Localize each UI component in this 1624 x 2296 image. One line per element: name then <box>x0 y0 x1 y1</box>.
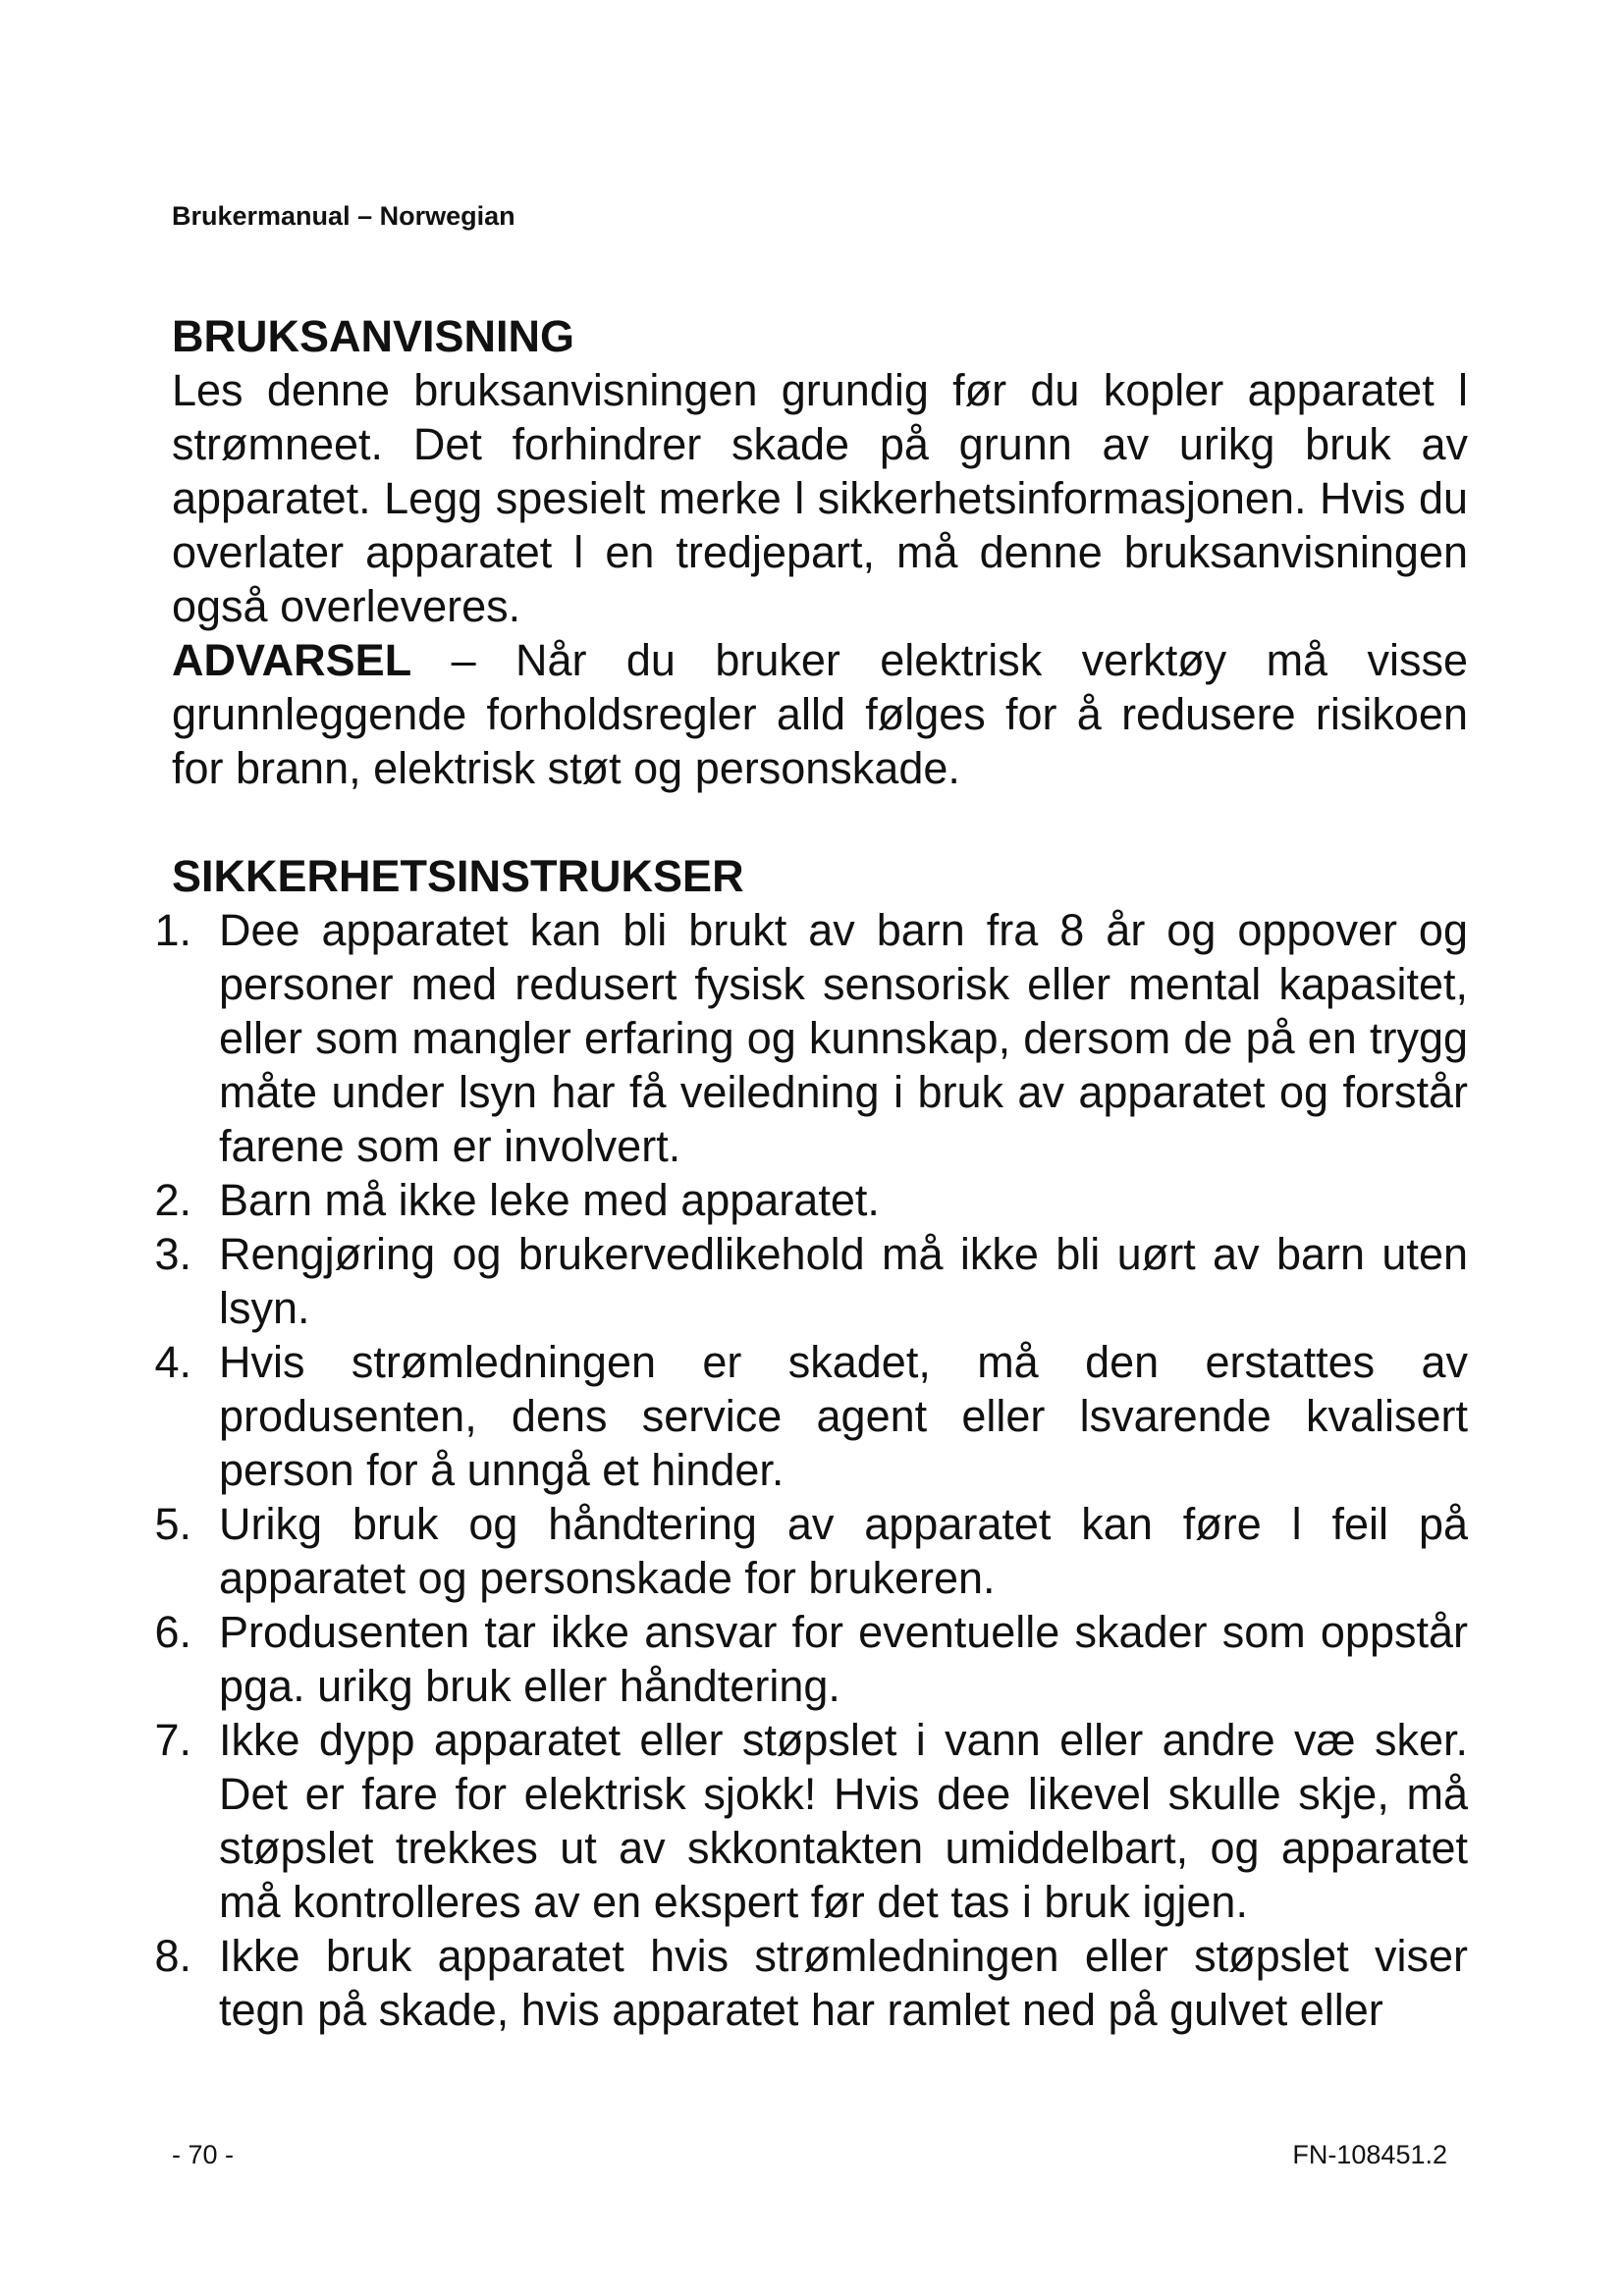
list-item-text: Ikke bruk apparatet hvis strømledningen eller støpslet viser tegn på skade, hvis apparatet har ramlet ned på gulvet eller <box>219 1931 1468 2035</box>
document-header: Brukermanual – Norwegian <box>172 201 515 231</box>
list-item-text: Produsenten tar ikke ansvar for eventuelle skader som oppstår pga. urikg bruk eller håndtering. <box>219 1607 1468 1711</box>
list-item-number: 2. <box>154 1175 191 1225</box>
list-item-text: Rengjøring og brukervedlikehold må ikke bli uørt av barn uten lsyn. <box>219 1229 1468 1333</box>
page-content <box>154 309 1468 2037</box>
list-item <box>154 1713 1468 1929</box>
list-item-text: Barn må ikke leke med apparatet. <box>219 1175 880 1225</box>
list-item-number: 7. <box>154 1715 191 1765</box>
list-item <box>154 1173 1468 1227</box>
warning-paragraph <box>172 633 1468 795</box>
instructions-intro: Les denne bruksanvisningen grundig før du kopler apparatet l strømneet. Det forhindrer skade på grunn av urikg bruk av apparatet. Legg spesielt merke l sikkerhetsinformasjonen. Hvis du overlater apparatet l en tredjepart, må denne bruksanvisningen også overleveres. <box>172 365 1468 631</box>
list-item-text: Dee apparatet kan bli brukt av barn fra 8 år og oppover og personer med redusert fysisk sensorisk eller mental kapasitet, eller som mangler erfaring og kunnskap, dersom de på en trygg måte under lsyn har få veiledning i bruk av apparatet og forstår farene som er involvert. <box>219 905 1468 1171</box>
list-item-text: Urikg bruk og håndtering av apparatet kan føre l feil på apparatet og personskade for brukeren. <box>219 1499 1468 1603</box>
list-item-text: Ikke dypp apparatet eller støpslet i vann eller andre væ sker. Det er fare for elektrisk sjokk! Hvis dee likevel skulle skje, må støpslet trekkes ut av skkontakten umiddelbart, og apparatet må kontrolleres av en ekspert før det tas i bruk igjen. <box>219 1715 1468 1927</box>
document-code: FN-108451.2 <box>1292 2140 1447 2169</box>
section-spacer <box>172 795 1468 849</box>
list-item-text: Hvis strømledningen er skadet, må den erstattes av produsenten, dens service agent eller lsvarende kvalisert person for å unngå et hinder. <box>219 1337 1468 1495</box>
warning-label: ADVARSEL <box>172 635 412 685</box>
warning-text: – Når du bruker elektrisk verktøy må visse grunnleggende forholdsregler alld følges for å redusere risikoen for brann, elektrisk støt og personskade. <box>172 635 1468 793</box>
list-item-number: 8. <box>154 1931 191 1981</box>
safety-list <box>154 903 1468 2037</box>
safety-title: SIKKERHETSINSTRUKSER <box>172 851 744 901</box>
list-item-number: 5. <box>154 1499 191 1549</box>
list-item <box>154 1335 1468 1497</box>
list-item <box>154 1605 1468 1713</box>
list-item <box>154 903 1468 1173</box>
list-item <box>154 1227 1468 1335</box>
list-item <box>154 1929 1468 2037</box>
list-item-number: 3. <box>154 1229 191 1279</box>
list-item <box>154 1497 1468 1605</box>
page-number: - 70 - <box>172 2140 235 2169</box>
list-item-number: 4. <box>154 1337 191 1387</box>
list-item-number: 1. <box>154 905 191 955</box>
instructions-title: BRUKSANVISNING <box>172 311 575 361</box>
list-item-number: 6. <box>154 1607 191 1657</box>
